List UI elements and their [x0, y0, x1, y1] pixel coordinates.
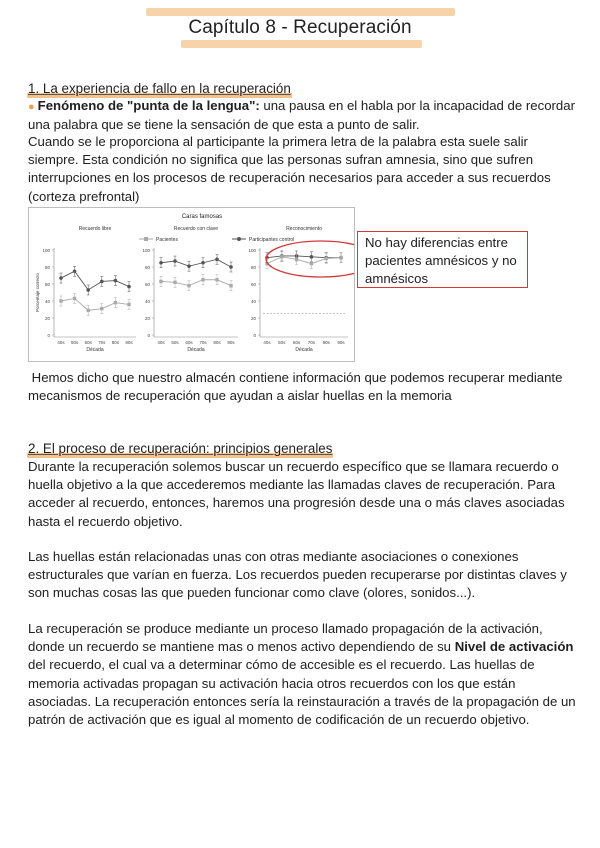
- section2-heading-text: 2. El proceso de recuperación: principios generales: [28, 441, 333, 456]
- x-axis-label: Década: [295, 347, 313, 353]
- data-point: [187, 284, 190, 287]
- bullet-text: una pausa en el habla por la incapacidad de recordar una palabra que se tiene la sensación de que esta a punto de salir.: [28, 98, 575, 133]
- annotation-note: No hay diferencias entre pacientes amnésicos y no amnésicos: [357, 231, 528, 288]
- y-tick-label: 0: [47, 332, 50, 338]
- x-tick-label: 80s: [322, 340, 330, 345]
- section1-heading: [28, 80, 291, 98]
- x-axis-label: Década: [187, 347, 205, 353]
- x-tick-label: 80s: [213, 340, 221, 345]
- section1-heading-text: 1. La experiencia de fallo en la recuperación: [28, 81, 291, 96]
- x-tick-label: 40s: [157, 340, 165, 345]
- section1-paragraph-2: [28, 369, 576, 405]
- bullet-term: Fenómeno de "punta de la lengua":: [37, 98, 260, 113]
- figure-title: Caras famosas: [181, 214, 223, 220]
- y-tick-label: 20: [44, 315, 50, 321]
- data-point: [100, 307, 103, 310]
- series-line: [61, 298, 129, 310]
- data-point: [201, 278, 204, 281]
- y-tick-label: 20: [250, 315, 256, 321]
- data-point: [280, 255, 283, 258]
- panel-title: Recuerdo libre: [78, 226, 112, 232]
- data-point: [229, 265, 233, 269]
- data-point: [215, 278, 218, 281]
- y-tick-label: 80: [44, 264, 50, 270]
- legend-marker: [237, 237, 241, 241]
- section2-paragraph-2: Las huellas están relacionadas unas con otras mediante asociaciones o conexiones estructurales que varían en fuerza. Los recuerdos pueden recuperarse por distintas claves y son muchas cosas las que pueden funcionar como clave (olores, sonidos...).: [28, 549, 567, 601]
- data-point: [73, 297, 76, 300]
- data-point: [86, 288, 90, 292]
- activation-level-term: Nivel de activación: [454, 639, 574, 655]
- y-tick-label: 40: [250, 298, 256, 304]
- data-point: [173, 259, 177, 263]
- x-tick-label: 50s: [278, 340, 286, 345]
- series-line: [267, 256, 341, 258]
- data-point: [229, 284, 232, 287]
- x-tick-label: 70s: [199, 340, 207, 345]
- data-point: [159, 261, 163, 265]
- x-tick-label: 50s: [171, 340, 179, 345]
- chart-panel-3: [248, 226, 348, 353]
- x-tick-label: 70s: [98, 340, 106, 345]
- chart-panel-1: [35, 226, 136, 353]
- series-line: [161, 259, 231, 267]
- y-tick-label: 0: [253, 332, 256, 338]
- x-tick-label: 60s: [292, 340, 301, 345]
- title-decoration-top: [146, 8, 455, 16]
- legend-label: Pacientes: [156, 237, 178, 243]
- data-point: [127, 285, 131, 289]
- x-tick-label: 40s: [57, 340, 65, 345]
- x-tick-label: 90s: [125, 340, 133, 345]
- data-point: [59, 299, 62, 302]
- legend-marker: [144, 237, 148, 241]
- data-point: [159, 280, 162, 283]
- panel-title: Reconocimiento: [286, 226, 322, 232]
- x-tick-label: 90s: [337, 340, 345, 345]
- data-point: [127, 303, 130, 306]
- section2-paragraph-3-start: La recuperación se produce mediante un proceso llamado propagación de la activación, donde un recuerdo se mantiene mas o menos activo dependiendo de su: [28, 621, 543, 655]
- data-point: [201, 261, 205, 265]
- section2-heading: [28, 440, 332, 458]
- data-point: [325, 257, 328, 260]
- panel-title: Recuerdo con clave: [173, 226, 219, 232]
- x-tick-label: 90s: [227, 340, 235, 345]
- section1-paragraph-2-text: Hemos dicho que nuestro almacén contiene información que podemos recuperar mediante mecanismos de recuperación que ayudan a aislar huellas en la memoria: [28, 370, 563, 404]
- y-tick-label: 100: [142, 247, 150, 253]
- data-point: [114, 279, 118, 283]
- x-tick-label: 70s: [307, 340, 316, 345]
- famous-faces-chart: [29, 208, 354, 361]
- data-point: [73, 269, 77, 273]
- data-point: [114, 301, 117, 304]
- chart-panel-2: [142, 226, 238, 353]
- y-tick-label: 0: [147, 332, 150, 338]
- bullet-dot-icon: ●: [28, 101, 35, 113]
- data-point: [339, 256, 342, 259]
- data-point: [310, 262, 313, 265]
- y-tick-label: 40: [144, 298, 150, 304]
- y-tick-label: 20: [144, 315, 150, 321]
- y-tick-label: 60: [250, 281, 256, 287]
- series-line: [161, 280, 231, 286]
- bullet-paragraph: [28, 97, 576, 134]
- x-axis-label: Década: [86, 347, 104, 353]
- section1-paragraph-1: Cuando se le proporciona al participante la primera letra de la palabra esta suele salir siempre. Esta condición no significa que las personas sufran amnesia, sino que sufren interrupciones en los procesos de recuperación necesarios para acceder a sus recuerdos (corteza prefrontal): [28, 134, 551, 204]
- figure-legend: [139, 237, 294, 243]
- famous-faces-figure: [28, 207, 355, 362]
- legend-label: Participantes control: [249, 237, 295, 243]
- section2-paragraph-1: Durante la recuperación solemos buscar un recuerdo específico que se llamara recuerdo o huella objetivo a la que accederemos mediante las llamadas claves de recuperación. Para acceder al recuerdo, entonces, haremos una progresión desde una o más claves asociadas hasta el recuerdo objetivo.: [28, 459, 565, 529]
- data-point: [87, 309, 90, 312]
- data-point: [215, 258, 219, 262]
- page-title: Capítulo 8 - Recuperación: [188, 17, 412, 38]
- x-tick-label: 60s: [84, 340, 92, 345]
- y-tick-label: 100: [248, 247, 256, 253]
- data-point: [187, 264, 191, 268]
- y-tick-label: 60: [144, 281, 150, 287]
- y-tick-label: 100: [42, 247, 50, 253]
- y-tick-label: 40: [44, 298, 50, 304]
- x-tick-label: 40s: [263, 340, 271, 345]
- data-point: [295, 258, 298, 261]
- section2-paragraph-3: [28, 620, 576, 729]
- x-tick-label: 60s: [185, 340, 193, 345]
- x-tick-label: 80s: [111, 340, 120, 345]
- y-tick-label: 80: [250, 264, 256, 270]
- x-tick-label: 50s: [70, 340, 79, 345]
- section2-paragraph-3-end: del recuerdo, el cual va a determinar cómo de accesible es el recuerdo. Las huellas de memoria activadas propagan su activación hacia otros recuerdos con los que están asociadas. La recuperación entonces sería la reinstauración a través de la propagación de un patrón de activación que es igual al momento de codificación de un recuerdo objetivo.: [28, 657, 576, 728]
- data-point: [310, 255, 314, 259]
- data-point: [59, 276, 63, 280]
- y-tick-label: 60: [44, 281, 50, 287]
- series-line: [61, 271, 129, 290]
- y-axis-label: Porcentaje correcto: [35, 272, 40, 313]
- data-point: [173, 281, 176, 284]
- data-point: [100, 280, 104, 284]
- title-decoration-underline: [181, 40, 422, 48]
- y-tick-label: 80: [144, 264, 150, 270]
